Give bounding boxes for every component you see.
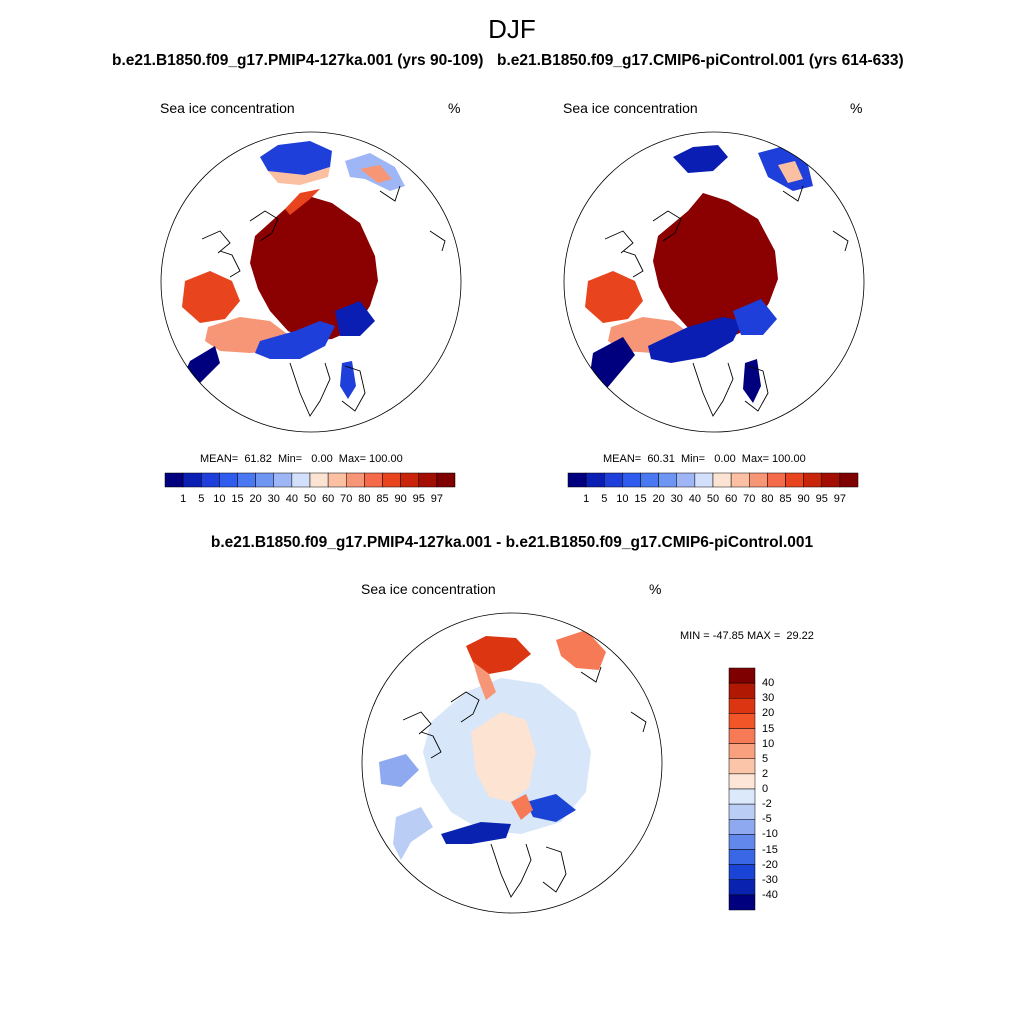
diff-colorbar-swatch (729, 759, 755, 774)
colorbar-tick-label: 97 (430, 493, 443, 505)
diff-polar-map (361, 612, 663, 914)
colorbar-tick-label: 60 (322, 493, 335, 505)
diff-colorbar-tick-label: -10 (762, 828, 778, 841)
right-colorbar (568, 473, 858, 487)
colorbar-swatch (219, 473, 237, 487)
diff-colorbar-tick-label: -5 (762, 813, 772, 826)
left-colorbar (165, 473, 455, 487)
diff-colorbar-tick-label: 15 (762, 722, 775, 735)
left-panel-title: b.e21.B1850.f09_g17.PMIP4-127ka.001 (yrs 90-109) (112, 52, 484, 69)
diff-colorbar-swatch (729, 834, 755, 849)
diff-colorbar-swatch (729, 865, 755, 880)
left-units-label: % (448, 100, 461, 116)
colorbar-tick-label: 40 (285, 493, 298, 505)
colorbar-tick-label: 20 (652, 493, 665, 505)
colorbar-swatch (622, 473, 640, 487)
colorbar-tick-label: 85 (376, 493, 389, 505)
right-variable-label: Sea ice concentration (563, 100, 698, 116)
colorbar-tick-label: 50 (303, 493, 317, 505)
colorbar-swatch (677, 473, 695, 487)
diff-colorbar-swatch (729, 668, 755, 683)
colorbar-tick-label: 80 (358, 493, 371, 505)
colorbar-tick-label: 40 (688, 493, 701, 505)
colorbar-tick-label: 90 (797, 493, 810, 505)
colorbar-tick-label: 90 (394, 493, 407, 505)
diff-colorbar-tick-label: -15 (762, 843, 778, 856)
colorbar-swatch (201, 473, 219, 487)
colorbar-swatch (292, 473, 310, 487)
diff-colorbar (729, 668, 755, 910)
colorbar-tick-label: 5 (198, 493, 205, 505)
diff-colorbar-swatch (729, 698, 755, 713)
right-polar-map (563, 131, 865, 433)
left-stats: MEAN= 61.82 Min= 0.00 Max= 100.00 (200, 453, 403, 465)
colorbar-tick-label: 1 (583, 493, 590, 505)
diff-colorbar-tick-label: 20 (762, 707, 775, 720)
colorbar-swatch (364, 473, 382, 487)
colorbar-tick-label: 97 (833, 493, 846, 505)
colorbar-tick-label: 15 (231, 493, 244, 505)
colorbar-tick-label: 80 (761, 493, 774, 505)
season-title: DJF (488, 14, 536, 44)
diff-stats: MIN = -47.85 MAX = 29.22 (680, 630, 814, 642)
diff-units-label: % (649, 581, 662, 597)
colorbar-tick-label: 95 (815, 493, 828, 505)
diff-colorbar-tick-label: -40 (762, 888, 778, 901)
diff-panel-title: b.e21.B1850.f09_g17.PMIP4-127ka.001 - b.e21.B1850.f09_g17.CMIP6-piControl.001 (210, 534, 814, 551)
colorbar-swatch (274, 473, 292, 487)
colorbar-swatch (586, 473, 604, 487)
left-colorbar-labels (165, 493, 455, 507)
diff-colorbar-swatch (729, 683, 755, 698)
colorbar-swatch (659, 473, 677, 487)
colorbar-tick-label: 20 (249, 493, 262, 505)
colorbar-swatch (804, 473, 822, 487)
colorbar-tick-label: 85 (779, 493, 792, 505)
colorbar-swatch (401, 473, 419, 487)
colorbar-tick-label: 30 (670, 493, 683, 505)
diff-colorbar-tick-label: 2 (762, 767, 769, 780)
colorbar-tick-label: 10 (616, 493, 629, 505)
colorbar-swatch (310, 473, 328, 487)
right-colorbar-labels (568, 493, 858, 507)
diff-colorbar-swatch (729, 850, 755, 865)
diff-colorbar-swatch (729, 804, 755, 819)
diff-colorbar-tick-label: 30 (762, 692, 775, 705)
colorbar-tick-label: 30 (267, 493, 280, 505)
diff-colorbar-tick-label: -30 (762, 873, 778, 886)
colorbar-swatch (767, 473, 785, 487)
colorbar-tick-label: 15 (634, 493, 647, 505)
diff-colorbar-swatch (729, 774, 755, 789)
right-stats: MEAN= 60.31 Min= 0.00 Max= 100.00 (603, 453, 806, 465)
colorbar-swatch (437, 473, 455, 487)
diff-colorbar-swatch (729, 789, 755, 804)
right-panel-title: b.e21.B1850.f09_g17.CMIP6-piControl.001 (yrs 614-633) (497, 52, 904, 69)
colorbar-swatch (695, 473, 713, 487)
diff-colorbar-tick-label: 0 (762, 783, 769, 795)
right-units-label: % (850, 100, 863, 116)
colorbar-swatch (328, 473, 346, 487)
colorbar-tick-label: 10 (213, 493, 226, 505)
colorbar-swatch (419, 473, 437, 487)
diff-colorbar-swatch (729, 895, 755, 910)
colorbar-tick-label: 95 (412, 493, 425, 505)
diff-colorbar-swatch (729, 729, 755, 744)
colorbar-swatch (165, 473, 183, 487)
colorbar-swatch (346, 473, 364, 487)
diff-colorbar-tick-label: -20 (762, 858, 778, 871)
diff-variable-label: Sea ice concentration (361, 581, 496, 597)
colorbar-swatch (749, 473, 767, 487)
diff-colorbar-swatch (729, 880, 755, 895)
colorbar-tick-label: 50 (706, 493, 720, 505)
colorbar-swatch (840, 473, 858, 487)
colorbar-swatch (731, 473, 749, 487)
colorbar-tick-label: 70 (743, 493, 756, 505)
colorbar-tick-label: 5 (601, 493, 608, 505)
diff-colorbar-tick-label: -2 (762, 798, 772, 811)
colorbar-swatch (713, 473, 731, 487)
colorbar-swatch (183, 473, 201, 487)
colorbar-swatch (641, 473, 659, 487)
diff-colorbar-swatch (729, 713, 755, 728)
diff-colorbar-swatch (729, 744, 755, 759)
diff-colorbar-tick-label: 10 (762, 737, 775, 750)
colorbar-swatch (604, 473, 622, 487)
colorbar-swatch (822, 473, 840, 487)
colorbar-swatch (568, 473, 586, 487)
colorbar-swatch (383, 473, 401, 487)
colorbar-tick-label: 70 (340, 493, 353, 505)
diff-colorbar-tick-label: 5 (762, 752, 769, 765)
colorbar-swatch (238, 473, 256, 487)
colorbar-tick-label: 60 (725, 493, 738, 505)
left-polar-map (160, 131, 462, 433)
diff-colorbar-tick-label: 40 (762, 677, 775, 690)
left-variable-label: Sea ice concentration (160, 100, 295, 116)
diff-colorbar-swatch (729, 819, 755, 834)
diff-colorbar-labels (762, 668, 802, 910)
colorbar-swatch (786, 473, 804, 487)
colorbar-tick-label: 1 (180, 493, 187, 505)
colorbar-swatch (256, 473, 274, 487)
